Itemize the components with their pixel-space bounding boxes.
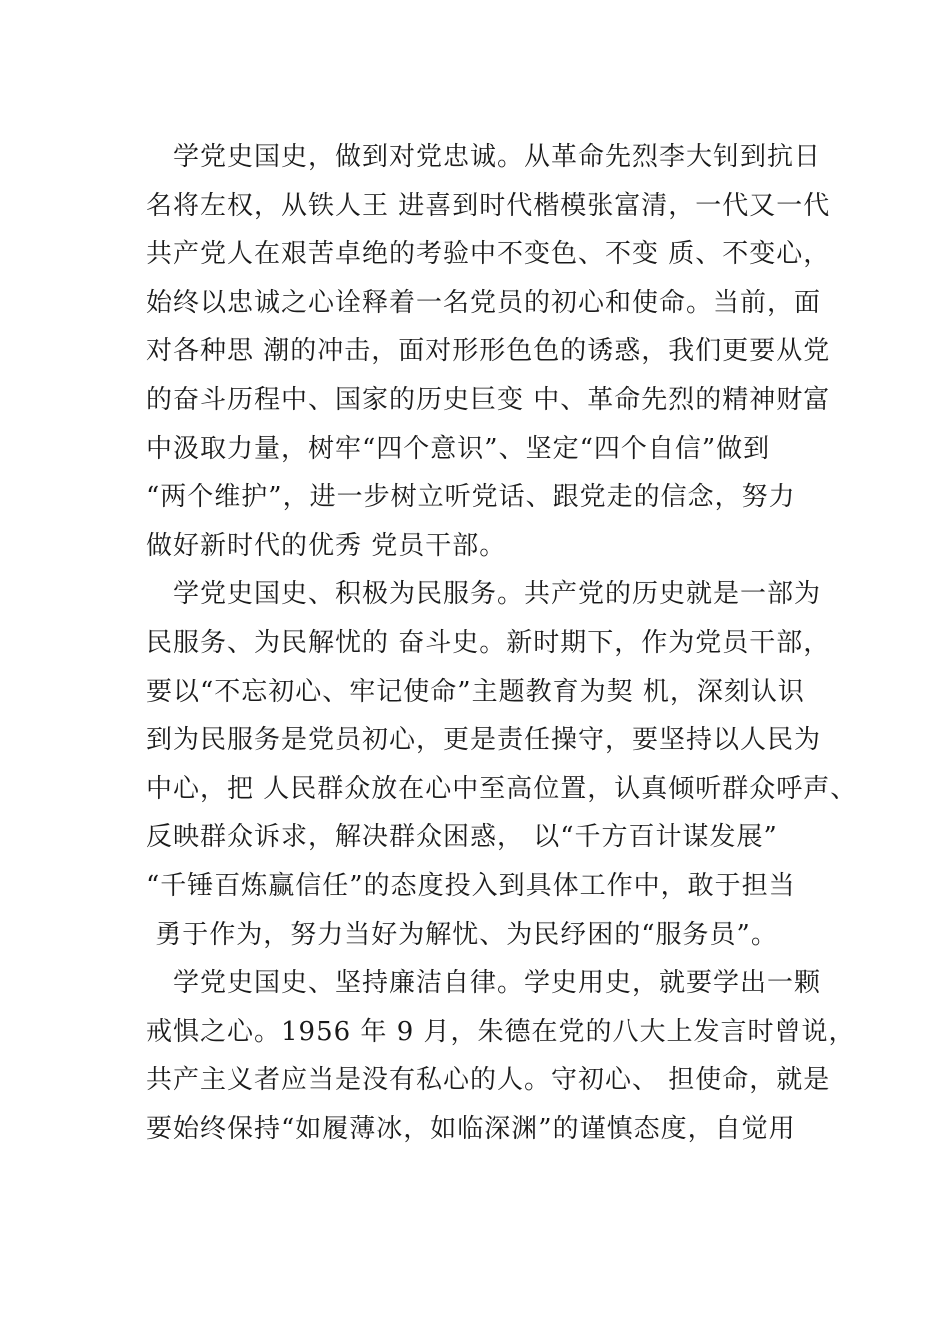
text-line: 中汲取力量，树牢“四个意识”、坚定“四个自信”做到 bbox=[146, 433, 771, 464]
text-line: 学党史国史、坚持廉洁自律。学史用史，就要学出一颗 bbox=[146, 968, 822, 999]
text-line: 要以“不忘初心、牢记使命”主题教育为契 机，深刻认识 bbox=[146, 676, 805, 707]
text-line: 学党史国史，做到对党忠诚。从革命先烈李大钊到抗日 bbox=[146, 142, 822, 172]
text-line: 对各种思 潮的冲击，面对形形色色的诱惑，我们更要从党 bbox=[146, 336, 831, 367]
document-body bbox=[146, 133, 858, 1153]
text-line: 学党史国史、积极为民服务。共产党的历史就是一部为 bbox=[146, 579, 822, 610]
text-line: 反映群众诉求，解决群众困惑， 以“千方百计谋发展” bbox=[146, 822, 778, 853]
text-line: 戒惧之心。1956 年 9 月，朱德在党的八大上发言时曾说， bbox=[146, 1016, 856, 1047]
text-line: 始终以忠诚之心诠释着一名党员的初心和使命。当前，面 bbox=[146, 287, 822, 318]
text-line: 要始终保持“如履薄冰，如临深渊”的谨慎态度，自觉用 bbox=[146, 1113, 796, 1144]
text-line: 民服务、为民解忧的 奋斗史。新时期下，作为党员干部， bbox=[146, 627, 831, 658]
text-line: 做好新时代的优秀 党员干部。 bbox=[146, 530, 507, 561]
text-line: “两个维护”，进一步树立听党话、跟党走的信念，努力 bbox=[146, 482, 796, 513]
text-line: 勇于作为，努力当好为解忧、为民纾困的“服务员”。 bbox=[146, 919, 778, 950]
text-line: 名将左权，从铁人王 进喜到时代楷模张富清，一代又一代 bbox=[146, 190, 831, 221]
text-line: 的奋斗历程中、国家的历史巨变 中、革命先烈的精神财富 bbox=[146, 384, 831, 415]
text-line: 共产主义者应当是没有私心的人。守初心、 担使命，就是 bbox=[146, 1065, 831, 1096]
text-line: 中心，把 人民群众放在心中至高位置，认真倾听群众呼声、 bbox=[146, 773, 858, 804]
text-line: 共产党人在艰苦卓绝的考验中不变色、不变 质、不变心， bbox=[146, 239, 831, 270]
text-line: 到为民服务是党员初心，更是责任操守，要坚持以人民为 bbox=[146, 725, 822, 756]
text-line: “千锤百炼赢信任”的态度投入到具体工作中，敢于担当 bbox=[146, 870, 796, 901]
